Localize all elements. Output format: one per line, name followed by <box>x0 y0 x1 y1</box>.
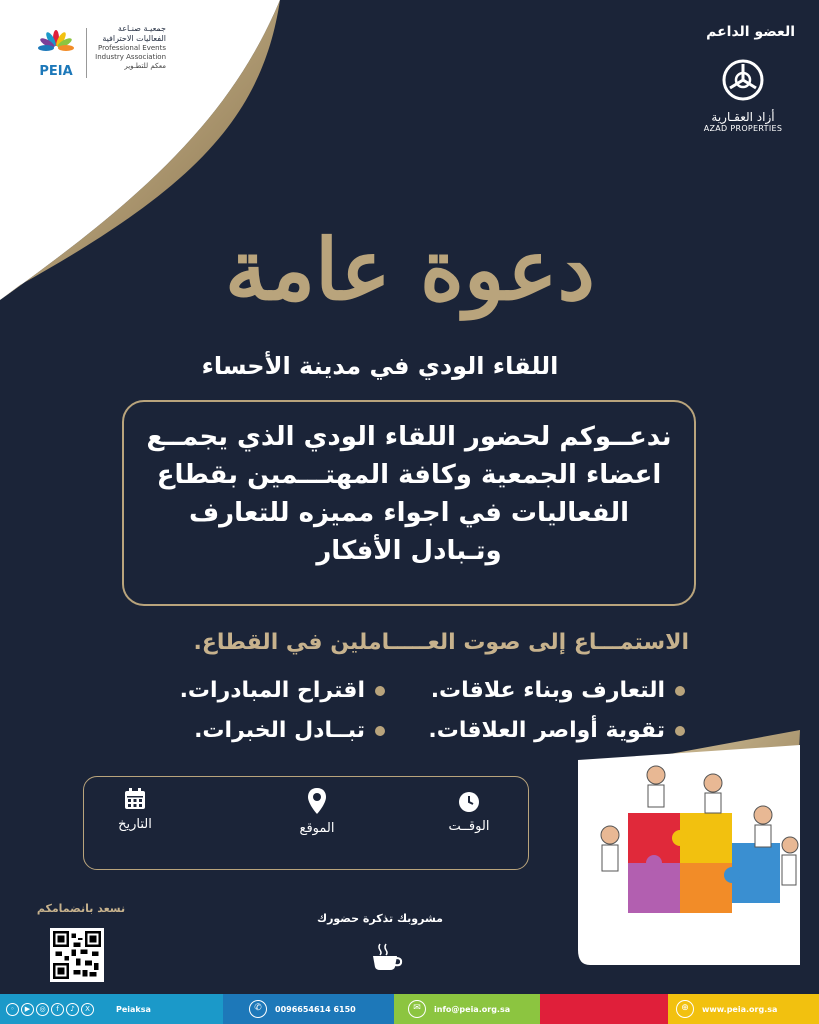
peia-name-ar-1: جمعيـة صنـاعة <box>117 24 166 33</box>
invitation-title: دعوة عامة <box>225 220 595 319</box>
invitation-text: ندعــوكم لحضور اللقاء الودي الذي يجمــع اعضاء الجمعية وكافة المهتـــمين بقطاع الفعاليات في اجواء مميزه للتعارف وتـبادل الأفكار <box>146 422 672 566</box>
bullet-dot-icon <box>375 686 385 696</box>
goal-item: تبــادل الخبرات. <box>194 718 385 743</box>
peia-flower-icon <box>30 28 82 80</box>
azad-name-ar: أزاد العقـارية <box>711 110 775 124</box>
puzzle-teamwork-illustration <box>578 735 808 965</box>
instagram-icon[interactable]: ◎ <box>36 1003 49 1016</box>
event-date <box>90 787 180 832</box>
goals-heading: الاستمـــاع إلى صوت العـــــاملين في القطاع. <box>193 630 689 655</box>
azad-emblem-icon <box>721 58 765 102</box>
globe-icon: ⊕ <box>676 1000 694 1018</box>
footer-email <box>394 994 540 1024</box>
footer-website <box>668 994 819 1024</box>
social-icons <box>6 1003 94 1016</box>
footer-bar <box>0 994 819 1024</box>
clock-icon <box>458 791 480 813</box>
peia-divider <box>86 28 87 78</box>
footer-spacer <box>540 994 668 1024</box>
x-icon[interactable]: X <box>81 1003 94 1016</box>
goal-item: تقوية أواصر العلاقات. <box>428 718 685 743</box>
time-label: الوقــت <box>448 819 490 834</box>
tiktok-icon[interactable]: ♪ <box>66 1003 79 1016</box>
qr-code[interactable] <box>50 928 104 982</box>
bullet-dot-icon <box>375 726 385 736</box>
drink-caption: مشروبك تذكرة حضورك <box>316 912 443 925</box>
goal-item: اقتراح المبادرات. <box>180 678 385 703</box>
facebook-icon[interactable]: f <box>51 1003 64 1016</box>
event-location <box>272 787 362 836</box>
location-pin-icon <box>306 787 328 815</box>
invitation-box <box>122 400 696 606</box>
peia-logo <box>30 24 165 84</box>
bullet-dot-icon <box>675 686 685 696</box>
phone-number[interactable]: 0096654614 6150 <box>275 1004 356 1014</box>
email-address[interactable]: info@peia.org.sa <box>434 1004 511 1014</box>
peia-name <box>88 24 166 71</box>
website-url[interactable]: www.peia.org.sa <box>702 1004 778 1014</box>
date-label: التاريخ <box>118 817 152 832</box>
snapchat-icon[interactable]: ◦ <box>6 1003 19 1016</box>
location-label: الموقع <box>299 821 335 836</box>
peia-name-ar-2: الفعاليات الاحترافية <box>102 34 166 43</box>
goal-item: التعارف وبناء علاقات. <box>431 678 685 703</box>
azad-logo <box>703 58 783 133</box>
footer-phone <box>223 994 394 1024</box>
email-icon: ✉ <box>408 1000 426 1018</box>
sponsor-label: العضو الداعم <box>706 24 795 40</box>
invitation-subtitle: اللقاء الودي في مدينة الأحساء <box>201 352 559 380</box>
azad-name-en: AZAD PROPERTIES <box>703 124 783 133</box>
peia-name-en-1: Professional Events <box>98 44 166 52</box>
event-time <box>424 791 514 834</box>
social-handle[interactable]: Peiaksa <box>116 1004 151 1014</box>
youtube-icon[interactable]: ▶ <box>21 1003 34 1016</box>
peia-name-en-2: Industry Association <box>95 53 166 61</box>
phone-icon: ✆ <box>249 1000 267 1018</box>
coffee-cup-icon <box>368 942 404 972</box>
qr-caption: نسعد بانضمامكم <box>36 902 126 915</box>
footer-social <box>0 994 223 1024</box>
calendar-icon <box>123 787 147 811</box>
event-details-box <box>83 776 529 870</box>
peia-tagline: معكم للتطـوير <box>124 62 166 70</box>
peia-logo-text: PEIA <box>39 64 73 79</box>
